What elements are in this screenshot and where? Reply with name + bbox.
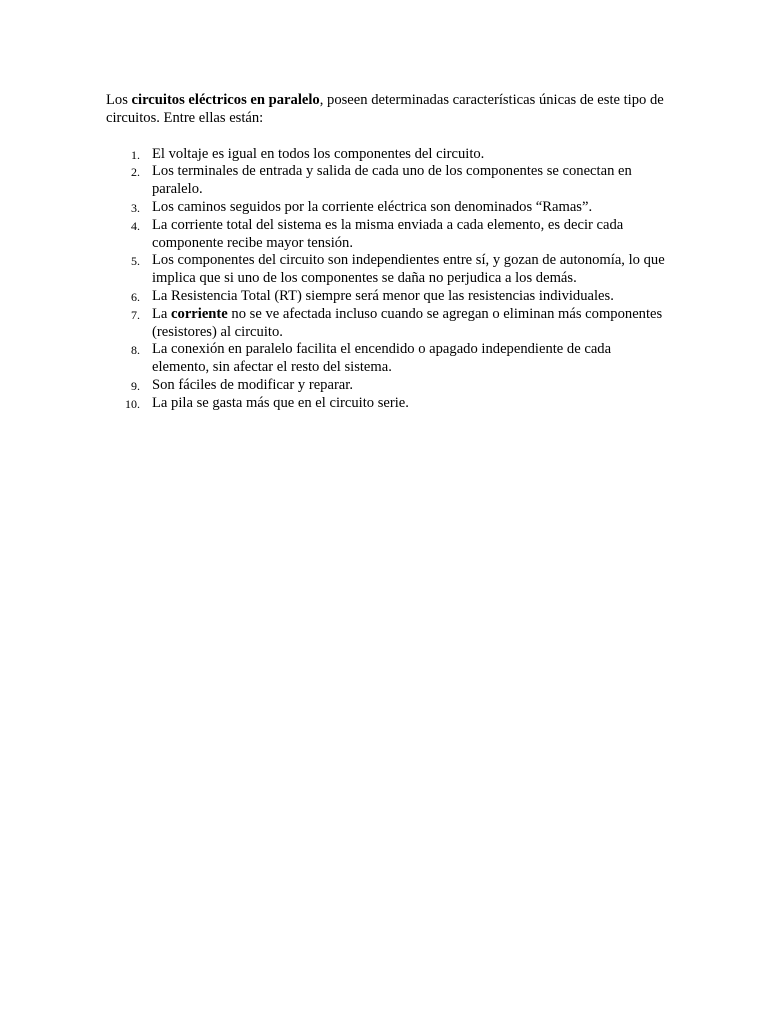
list-number: 8.	[131, 343, 140, 358]
list-item	[106, 377, 666, 395]
list-text: La corriente total del sistema es la misma enviada a cada elemento, es decir cada componente recibe mayor tensión.	[152, 216, 624, 251]
list-text-post: no se ve afectada incluso cuando se agregan o eliminan más componentes (resistores) al circuito.	[152, 305, 663, 340]
list-number: 3.	[131, 200, 140, 215]
list-number: 6.	[131, 289, 140, 304]
document-body	[106, 92, 666, 413]
list-number: 7.	[131, 307, 140, 322]
list-item	[106, 252, 666, 288]
list-text: La Resistencia Total (RT) siempre será menor que las resistencias individuales.	[152, 287, 614, 304]
list-text: Los terminales de entrada y salida de cada uno de los componentes se conectan en paralelo.	[152, 163, 632, 198]
list-item	[106, 217, 666, 253]
intro-paragraph	[106, 92, 666, 128]
list-number: 4.	[131, 218, 140, 233]
intro-bold-term: circuitos eléctricos en paralelo	[131, 92, 320, 108]
list-text: El voltaje es igual en todos los componentes del circuito.	[152, 145, 485, 162]
list-text: Los componentes del circuito son independientes entre sí, y gozan de autonomía, lo que implica que si uno de los componentes se daña no perjudica a los demás.	[152, 252, 665, 287]
intro-prefix: Los	[106, 92, 132, 108]
list-item	[106, 341, 666, 377]
list-number: 1.	[131, 147, 140, 162]
list-item	[106, 306, 666, 342]
list-item	[106, 288, 666, 306]
list-number: 10.	[125, 396, 140, 411]
list-item	[106, 199, 666, 217]
list-text: Los caminos seguidos por la corriente eléctrica son denominados “Ramas”.	[152, 198, 593, 215]
list-item	[106, 395, 666, 413]
list-text-pre: La	[152, 305, 172, 322]
list-text-bold: corriente	[171, 305, 228, 322]
intro-suffix: , poseen determinadas características únicas de este tipo de circuitos. Entre ellas están:	[106, 92, 664, 126]
list-number: 5.	[131, 254, 140, 269]
characteristics-list	[106, 146, 666, 413]
list-text: La pila se gasta más que en el circuito serie.	[152, 394, 409, 411]
list-number: 2.	[131, 165, 140, 180]
list-item	[106, 163, 666, 199]
list-text: Son fáciles de modificar y reparar.	[152, 376, 353, 393]
list-item	[106, 146, 666, 164]
list-number: 9.	[131, 378, 140, 393]
list-text: La conexión en paralelo facilita el encendido o apagado independiente de cada elemento, sin afectar el resto del sistema.	[152, 341, 612, 376]
